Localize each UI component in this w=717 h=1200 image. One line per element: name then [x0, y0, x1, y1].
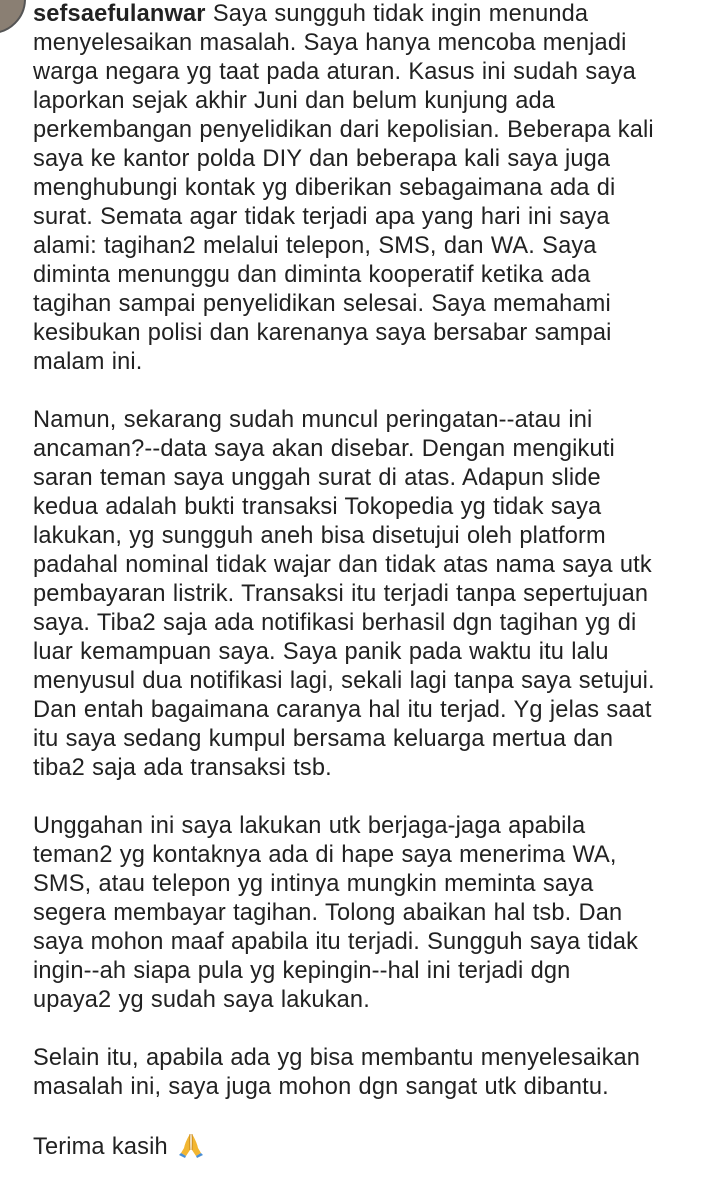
paragraph-line: diminta menunggu dan diminta kooperatif ketika ada [33, 262, 591, 288]
paragraph-line: itu saya sedang kumpul bersama keluarga mertua dan [33, 726, 614, 752]
paragraph-5 [33, 1131, 713, 1160]
avatar[interactable] [0, 0, 26, 34]
paragraph-4 [33, 1044, 713, 1102]
line-text: Saya sungguh tidak ingin menunda [212, 1, 589, 27]
paragraph-line: menyusul dua notifikasi lagi, sekali lagi tanpa saya setujui. [33, 668, 655, 694]
username[interactable]: sefsaefulanwar [33, 1, 206, 27]
paragraph-line: ingin--ah siapa pula yg kepingin--hal ini terjadi dgn [33, 958, 571, 984]
paragraph-line: Selain itu, apabila ada yg bisa membantu menyelesaikan [33, 1045, 641, 1071]
paragraph-line: menyelesaikan masalah. Saya hanya mencoba menjadi [33, 30, 627, 56]
paragraph-line [33, 0, 713, 29]
paragraph-line: teman2 yg kontaknya ada di hape saya menerima WA, [33, 842, 617, 868]
paragraph-1 [33, 0, 713, 377]
paragraph-line: saya mohon maaf apabila itu terjadi. Sungguh saya tidak [33, 929, 639, 955]
paragraph-3 [33, 812, 713, 1015]
paragraph-line: segera membayar tagihan. Tolong abaikan hal tsb. Dan [33, 900, 623, 926]
paragraph-line: alami: tagihan2 melalui telepon, SMS, dan WA. Saya [33, 233, 597, 259]
closing-text: Terima kasih [33, 1134, 168, 1160]
paragraph-line: saya ke kantor polda DIY dan beberapa kali saya juga [33, 146, 611, 172]
paragraph-line: menghubungi kontak yg diberikan sebagaimana ada di [33, 175, 616, 201]
paragraph-line: masalah ini, saya juga mohon dgn sangat utk dibantu. [33, 1074, 609, 1100]
paragraph-line: tagihan sampai penyelidikan selesai. Saya memahami [33, 291, 611, 317]
paragraph-line: padahal nominal tidak wajar dan tidak atas nama saya utk [33, 552, 652, 578]
paragraph-line: luar kemampuan saya. Saya panik pada waktu itu lalu [33, 639, 609, 665]
paragraph-line: laporkan sejak akhir Juni dan belum kunjung ada [33, 88, 556, 114]
folded-hands-icon [177, 1131, 205, 1159]
paragraph-line: malam ini. [33, 349, 143, 375]
paragraph-line: Unggahan ini saya lakukan utk berjaga-jaga apabila [33, 813, 586, 839]
paragraph-line: Namun, sekarang sudah muncul peringatan--atau ini [33, 407, 593, 433]
caption [33, 0, 713, 1160]
paragraph-line: upaya2 yg sudah saya lakukan. [33, 987, 370, 1013]
paragraph-line: Dan entah bagaimana caranya hal itu terjad. Yg jelas saat [33, 697, 652, 723]
paragraph-line: tiba2 saja ada transaksi tsb. [33, 755, 332, 781]
paragraph-line: kesibukan polisi dan karenanya saya bersabar sampai [33, 320, 612, 346]
paragraph-line: saran teman saya unggah surat di atas. Adapun slide [33, 465, 601, 491]
paragraph-line: ancaman?--data saya akan disebar. Dengan mengikuti [33, 436, 615, 462]
paragraph-line: pembayaran listrik. Transaksi itu terjadi tanpa sepertujuan [33, 581, 649, 607]
paragraph-2 [33, 406, 713, 783]
paragraph-line [33, 1131, 713, 1160]
paragraph-line: perkembangan penyelidikan dari kepolisian. Beberapa kali [33, 117, 654, 143]
paragraph-line: kedua adalah bukti transaksi Tokopedia yg tidak saya [33, 494, 602, 520]
paragraph-line: lakukan, yg sungguh aneh bisa disetujui oleh platform [33, 523, 606, 549]
paragraph-line: surat. Semata agar tidak terjadi apa yang hari ini saya [33, 204, 610, 230]
paragraph-line: saya. Tiba2 saja ada notifikasi berhasil dgn tagihan yg di [33, 610, 637, 636]
paragraph-line: warga negara yg taat pada aturan. Kasus ini sudah saya [33, 59, 636, 85]
paragraph-line: SMS, atau telepon yg intinya mungkin meminta saya [33, 871, 594, 897]
